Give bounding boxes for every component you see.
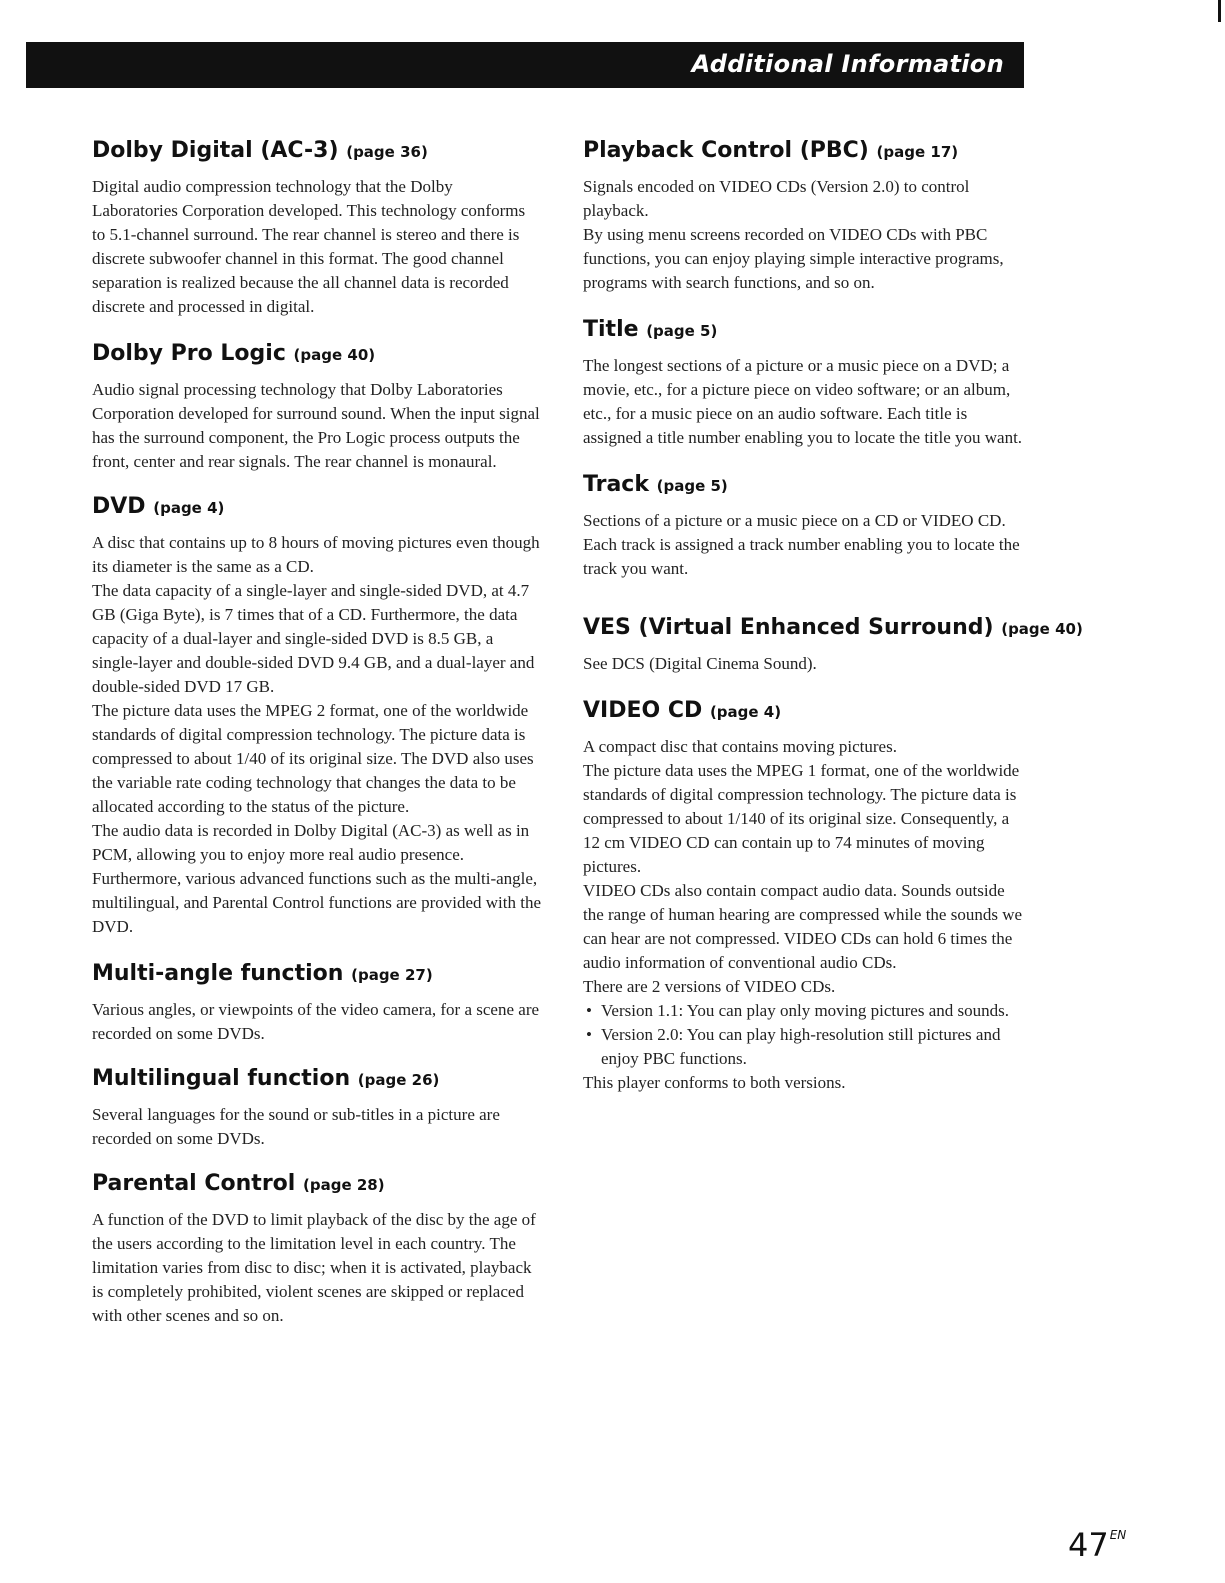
entry-term: Title	[583, 317, 639, 342]
glossary-entry-parental-control	[92, 1169, 542, 1328]
glossary-entry-track	[583, 470, 1028, 581]
glossary-entry-video-cd	[583, 696, 1028, 1095]
entry-heading	[92, 339, 542, 370]
page-reference: (page 5)	[646, 322, 718, 340]
entry-heading	[92, 136, 542, 167]
entry-term: Multi-angle function	[92, 961, 344, 986]
entry-term: Playback Control (PBC)	[583, 138, 869, 163]
glossary-entry-multi-angle	[92, 959, 542, 1046]
page-reference: (page 4)	[709, 703, 782, 721]
page-reference: (page 5)	[656, 477, 728, 495]
glossary-entry-dolby-digital	[92, 136, 542, 319]
section-header-bar	[26, 42, 1024, 88]
entry-text: A disc that contains up to 8 hours of moving pictures even though its diameter is the same as a CD.	[92, 533, 540, 576]
list-item: • Version 2.0: You can play high-resolution still pictures and enjoy PBC functions.	[583, 1023, 1028, 1071]
entry-term: Dolby Pro Logic	[92, 341, 286, 366]
entry-text: Audio signal processing technology that Dolby Laboratories Corporation developed for surround sound. When the input signal has the surround component, the Pro Logic process outputs the front, center and rear signals. The rear channel is monaural.	[92, 380, 540, 471]
entry-text: The data capacity of a single-layer and single-sided DVD, at 4.7 GB (Giga Byte), is 7 times that of a CD. Furthermore, the data capacity of a dual-layer and single-sided DVD is 8.5 GB, a single-layer and double-sided DVD 9.4 GB, and a dual-layer and double-sided DVD 17 GB.	[92, 581, 535, 696]
glossary-entry-title	[583, 315, 1028, 450]
entry-text: See DCS (Digital Cinema Sound).	[583, 654, 817, 673]
entry-heading	[583, 470, 1028, 501]
entry-heading	[92, 959, 542, 990]
entry-term: Dolby Digital (AC-3)	[92, 138, 339, 163]
entry-text: There are 2 versions of VIDEO CDs.	[583, 977, 836, 996]
list-item: • Version 1.1: You can play only moving pictures and sounds.	[583, 999, 1028, 1023]
entry-term: VIDEO CD	[583, 698, 703, 723]
entry-text: The audio data is recorded in Dolby Digital (AC-3) as well as in PCM, allowing you to enjoy more real audio presence.	[92, 821, 530, 864]
entry-text: Sections of a picture or a music piece on a CD or VIDEO CD. Each track is assigned a track number enabling you to locate the track you want.	[583, 511, 1020, 578]
right-column	[583, 136, 1083, 1095]
entry-text: A function of the DVD to limit playback of the disc by the age of the users according to the limitation level in each country. The limitation varies from disc to disc; when it is activated, playback is completely prohibited, violent scenes are skipped or replaced with other scenes and so on.	[92, 1210, 536, 1325]
page-reference: (page 4)	[153, 499, 225, 517]
glossary-entry-ves	[583, 613, 1083, 676]
page-reference: (page 28)	[303, 1176, 385, 1194]
entry-heading	[583, 696, 1028, 727]
page-number	[1068, 1526, 1126, 1564]
glossary-entry-dolby-pro-logic	[92, 339, 542, 474]
entry-text: Signals encoded on VIDEO CDs (Version 2.0) to control playback.	[583, 177, 970, 220]
entry-text: This player conforms to both versions.	[583, 1073, 846, 1092]
entry-term: Parental Control	[92, 1171, 296, 1196]
entry-term: Track	[583, 472, 649, 497]
entry-heading	[583, 315, 1028, 346]
entry-heading	[583, 613, 1083, 644]
version-list	[583, 999, 1028, 1071]
entry-term: VES (Virtual Enhanced Surround)	[583, 615, 994, 640]
entry-text: Several languages for the sound or sub-titles in a picture are recorded on some DVDs.	[92, 1105, 500, 1148]
page-reference: (page 40)	[1001, 620, 1083, 638]
entry-heading	[92, 1169, 542, 1200]
entry-text: Furthermore, various advanced functions such as the multi-angle, multilingual, and Parental Control functions are provided with the DVD.	[92, 869, 541, 936]
page-number-value: 47	[1068, 1526, 1109, 1564]
page-reference: (page 40)	[293, 346, 376, 364]
entry-text: The picture data uses the MPEG 2 format, one of the worldwide standards of digital compression technology. The picture data is compressed to about 1/40 of its original size. The DVD also uses the variable rate coding technology that changes the data to be allocated according to the status of the picture.	[92, 701, 534, 816]
page-reference: (page 27)	[351, 966, 433, 984]
entry-text: The longest sections of a picture or a music piece on a DVD; a movie, etc., for a picture piece on video software; or an album, etc., for a music piece on an audio software. Each title is assigned a title number enabling you to locate the title you want.	[583, 356, 1023, 447]
glossary-entry-multilingual	[92, 1064, 542, 1151]
entry-term: Multilingual function	[92, 1066, 351, 1091]
entry-text: VIDEO CDs also contain compact audio data. Sounds outside the range of human hearing are compressed while the sounds we can hear are not compressed. VIDEO CDs can hold 6 times the audio information of conventional audio CDs.	[583, 881, 1023, 972]
entry-text: By using menu screens recorded on VIDEO CDs with PBC functions, you can enjoy playing simple interactive programs, programs with search functions, and so on.	[583, 225, 1004, 292]
entry-text: Various angles, or viewpoints of the video camera, for a scene are recorded on some DVDs.	[92, 1000, 540, 1043]
entry-text: Digital audio compression technology that the Dolby Laboratories Corporation developed. This technology conforms to 5.1-channel surround. The rear channel is stereo and there is discrete subwoofer channel in this format. The good channel separation is realized because the all channel data is recorded discrete and processed in digital.	[92, 177, 526, 316]
entry-heading	[583, 136, 1028, 167]
entry-term: DVD	[92, 494, 146, 519]
entry-text: The picture data uses the MPEG 1 format, one of the worldwide standards of digital compression technology. The picture data is compressed to about 1/140 of its original size. Consequently, a 12 cm VIDEO CD can contain up to 74 minutes of moving pictures.	[583, 761, 1020, 876]
entry-heading	[92, 492, 542, 523]
page-reference: (page 36)	[346, 143, 428, 161]
page-edge-mark	[1218, 0, 1221, 22]
glossary-entry-dvd	[92, 492, 542, 939]
left-column	[92, 136, 542, 1328]
entry-heading	[92, 1064, 542, 1095]
page-reference: (page 17)	[876, 143, 959, 161]
entry-text: A compact disc that contains moving pictures.	[583, 737, 897, 756]
glossary-entry-playback-control	[583, 136, 1028, 295]
page-number-suffix: EN	[1109, 1528, 1127, 1542]
section-title: Additional Information	[691, 50, 1004, 78]
page-reference: (page 26)	[357, 1071, 440, 1089]
